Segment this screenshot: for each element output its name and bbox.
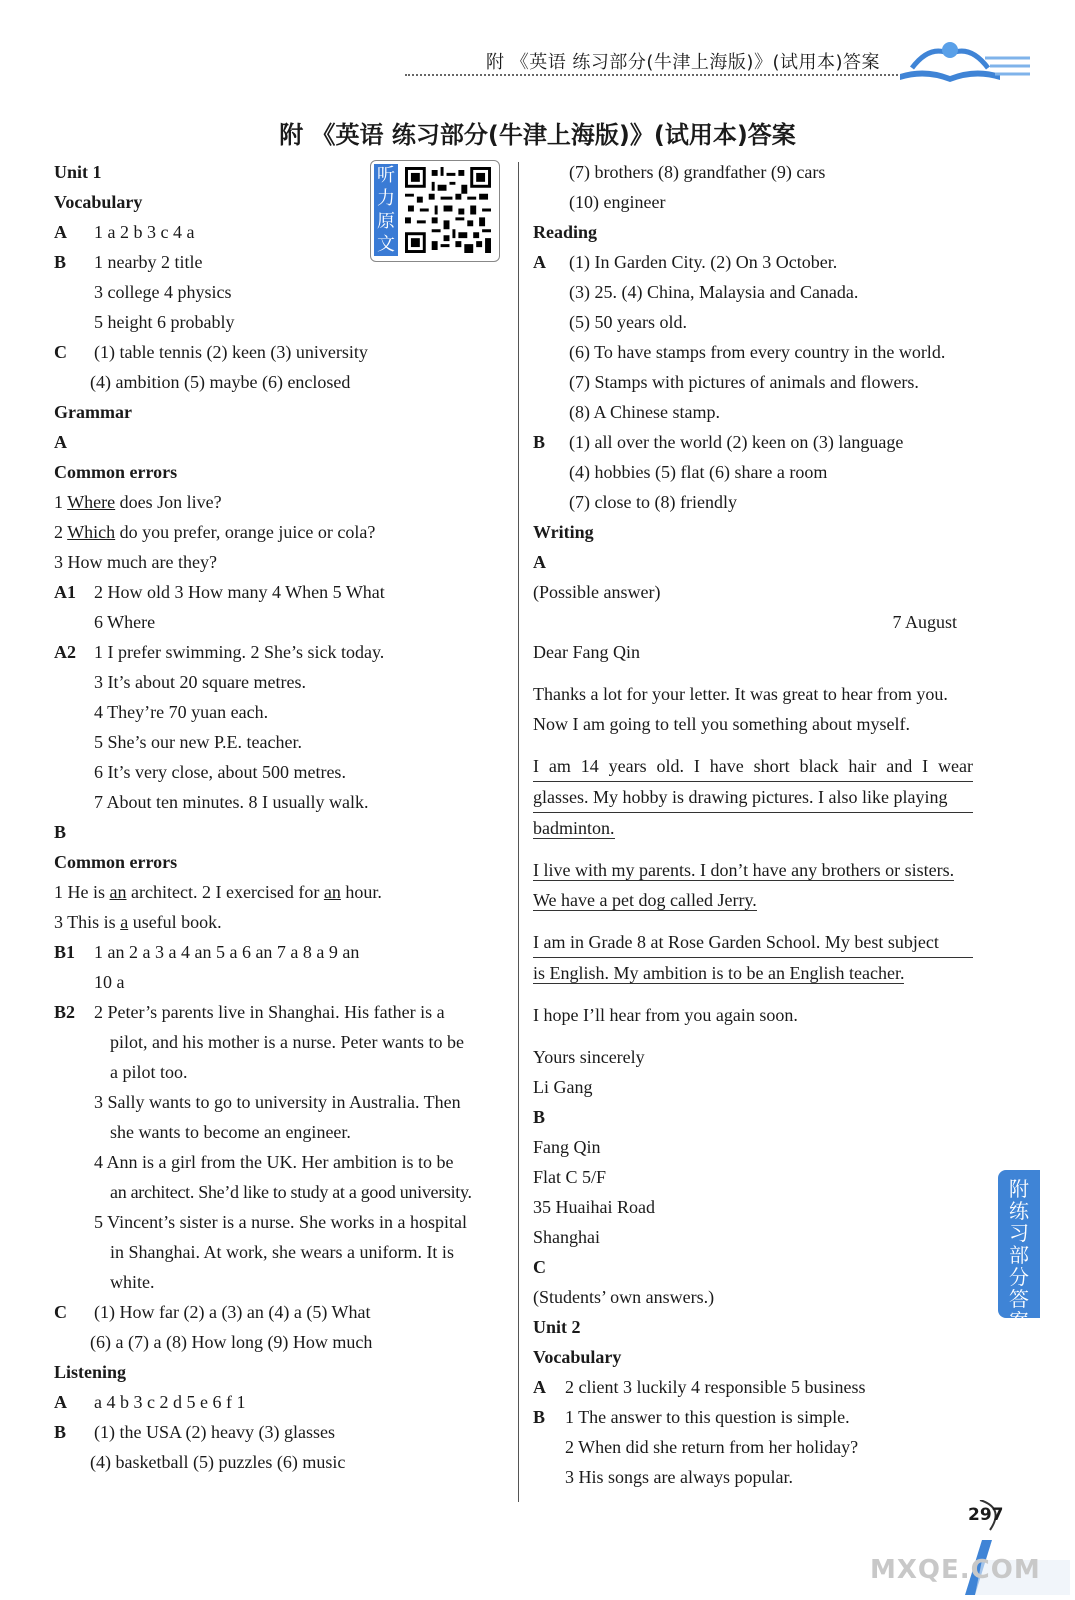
- answer-text: 3 It’s about 20 square metres.: [94, 672, 306, 692]
- error-example: [54, 487, 509, 517]
- answer-text: 10 a: [94, 972, 125, 992]
- answer-text: (1) How far (2) a (3) an (4) a (5) What: [94, 1302, 371, 1322]
- error-example: [54, 907, 509, 937]
- item-label: B: [533, 432, 546, 452]
- common-errors-heading: Common errors: [54, 852, 178, 872]
- item-label: A: [54, 222, 67, 242]
- letter-text: is English. My ambition is to be an English teacher.: [533, 963, 905, 983]
- watermark-text: MXQE.COM: [870, 1555, 1041, 1585]
- item-label: A1: [54, 582, 76, 602]
- answer-text: 7 About ten minutes. 8 I usually walk.: [94, 792, 369, 812]
- possible-answer-note: (Possible answer): [533, 582, 661, 602]
- answer-text: 6 It’s very close, about 500 metres.: [94, 762, 346, 782]
- item-label: A2: [54, 642, 76, 662]
- letter-line: Now I am going to tell you something about myself.: [533, 714, 910, 734]
- letter-line: [533, 855, 983, 885]
- text: 1 He is: [54, 882, 110, 902]
- answer-text: (8) A Chinese stamp.: [569, 402, 720, 422]
- answer-text: a 4 b 3 c 2 d 5 e 6 f 1: [94, 1392, 246, 1412]
- answer-text: (4) hobbies (5) flat (6) share a room: [569, 462, 828, 482]
- item-label: A: [54, 1392, 67, 1412]
- letter-salutation: Dear Fang Qin: [533, 642, 640, 662]
- page-title: 附 《英语 练习部分(牛津上海版)》(试用本)答案: [279, 121, 796, 149]
- subsection-label: A: [54, 432, 67, 452]
- section-heading-grammar: Grammar: [54, 402, 132, 422]
- side-tab-answers[interactable]: [998, 1170, 1040, 1333]
- item-label: C: [54, 1302, 67, 1322]
- answer-text: 5 height 6 probably: [94, 312, 235, 332]
- answer-text: in Shanghai. At work, she wears a uniform. It is: [110, 1242, 454, 1262]
- item-label: B: [533, 1407, 546, 1427]
- answer-text: 1 a 2 b 3 c 4 a: [94, 222, 195, 242]
- item-label: B: [54, 252, 67, 272]
- underlined-word: Which: [67, 522, 116, 542]
- answer-text: (1) the USA (2) heavy (3) glasses: [94, 1422, 335, 1442]
- error-example: [54, 517, 509, 547]
- section-heading-vocabulary: Vocabulary: [54, 192, 143, 212]
- letter-signature: Li Gang: [533, 1077, 593, 1097]
- answer-text: 2 How old 3 How many 4 When 5 What: [94, 582, 385, 602]
- subsection-label: C: [533, 1257, 546, 1277]
- answer-text: 2 When did she return from her holiday?: [565, 1437, 859, 1457]
- answer-text: (1) In Garden City. (2) On 3 October.: [569, 252, 838, 272]
- answer-text: 2 Peter’s parents live in Shanghai. His father is a: [94, 1002, 445, 1022]
- answer-text: 3 Sally wants to go to university in Australia. Then: [94, 1092, 461, 1112]
- answer-text: (4) ambition (5) maybe (6) enclosed: [90, 372, 351, 392]
- answer-line: [54, 577, 509, 607]
- answer-text: 2 client 3 luckily 4 responsible 5 business: [565, 1377, 866, 1397]
- answer-line: [54, 1297, 509, 1327]
- answer-text: 5 She’s our new P.E. teacher.: [94, 732, 302, 752]
- subsection-label: B: [533, 1107, 546, 1127]
- text: do you prefer, orange juice or cola?: [115, 522, 376, 542]
- letter-line: [533, 885, 983, 915]
- answer-line: [54, 337, 509, 367]
- answer-line: [54, 937, 509, 967]
- answer-line: [533, 247, 983, 277]
- letter-closing: Yours sincerely: [533, 1047, 645, 1067]
- underlined-word: a: [120, 912, 129, 932]
- underlined-word: Where: [67, 492, 116, 512]
- item-label: A: [533, 252, 546, 272]
- error-example: [54, 877, 509, 907]
- answer-line: [533, 1372, 983, 1402]
- side-tab-label: 附练习部分答案: [1009, 1177, 1029, 1333]
- answer-line: [54, 1387, 509, 1417]
- answer-text: 3 college 4 physics: [94, 282, 232, 302]
- answer-line: [533, 1402, 983, 1432]
- answer-text: (7) close to (8) friendly: [569, 492, 737, 512]
- section-heading-reading: Reading: [533, 222, 598, 242]
- answer-text: 5 Vincent’s sister is a nurse. She works in a hospital: [94, 1212, 468, 1232]
- address-line: Flat C 5/F: [533, 1167, 607, 1187]
- answer-line: [54, 247, 509, 277]
- answer-text: (7) Stamps with pictures of animals and flowers.: [569, 372, 919, 392]
- section-heading-vocabulary: Vocabulary: [533, 1347, 622, 1367]
- answer-text: (5) 50 years old.: [569, 312, 687, 332]
- answer-text: (3) 25. (4) China, Malaysia and Canada.: [569, 282, 859, 302]
- answer-line: [54, 217, 509, 247]
- letter-line: glasses. My hobby is drawing pictures. I also like playing: [533, 782, 973, 813]
- error-example: 3 How much are they?: [54, 552, 217, 572]
- item-label: B1: [54, 942, 76, 962]
- students-own-note: (Students’ own answers.): [533, 1287, 715, 1307]
- text: hour.: [340, 882, 382, 902]
- subsection-label: A: [533, 552, 546, 572]
- answer-text: 1 The answer to this question is simple.: [565, 1407, 850, 1427]
- text: useful book.: [128, 912, 222, 932]
- letter-line: I hope I’ll hear from you again soon.: [533, 1005, 798, 1025]
- text: does Jon live?: [115, 492, 222, 512]
- answer-text: 4 Ann is a girl from the UK. Her ambition is to be: [94, 1152, 454, 1172]
- answer-text: (7) brothers (8) grandfather (9) cars: [569, 162, 826, 182]
- answer-text: 1 an 2 a 3 a 4 an 5 a 6 an 7 a 8 a 9 an: [94, 942, 360, 962]
- answer-line: [54, 997, 509, 1027]
- letter-date: 7 August: [892, 612, 957, 632]
- text: 2: [54, 522, 68, 542]
- answer-text: 1 nearby 2 title: [94, 252, 203, 272]
- answer-text: (4) basketball (5) puzzles (6) music: [90, 1452, 346, 1472]
- address-line: Shanghai: [533, 1227, 600, 1247]
- column-divider: [518, 162, 519, 1502]
- common-errors-heading: Common errors: [54, 462, 178, 482]
- section-heading-listening: Listening: [54, 1362, 127, 1382]
- answer-text: she wants to become an engineer.: [110, 1122, 351, 1142]
- section-heading-writing: Writing: [533, 522, 594, 542]
- address-line: 35 Huaihai Road: [533, 1197, 655, 1217]
- letter-line: [533, 813, 983, 843]
- header-dotted-rule: [405, 74, 905, 76]
- answer-text: (10) engineer: [569, 192, 666, 212]
- running-header: 附 《英语 练习部分(牛津上海版)》(试用本)答案: [485, 52, 880, 73]
- left-column: [54, 157, 509, 1477]
- text: architect. 2 I exercised for: [126, 882, 324, 902]
- book-logo-icon: [890, 36, 1030, 86]
- item-label: B2: [54, 1002, 76, 1022]
- letter-line: Thanks a lot for your letter. It was great to hear from you.: [533, 684, 948, 704]
- answer-text: (1) all over the world (2) keen on (3) language: [569, 432, 904, 452]
- letter-text: We have a pet dog called Jerry.: [533, 890, 757, 910]
- right-column: [533, 157, 983, 1492]
- answer-text: 3 His songs are always popular.: [565, 1467, 793, 1487]
- answer-text: (1) table tennis (2) keen (3) university: [94, 342, 368, 362]
- answer-text: (6) To have stamps from every country in the world.: [569, 342, 946, 362]
- address-line: Fang Qin: [533, 1137, 601, 1157]
- unit-heading: Unit 1: [54, 162, 102, 182]
- underlined-word: an: [109, 882, 127, 902]
- answer-text: 4 They’re 70 yuan each.: [94, 702, 269, 722]
- letter-line: I am in Grade 8 at Rose Garden School. My best subject: [533, 927, 973, 958]
- qr-label: 听力原文: [374, 164, 398, 256]
- letter-text: I live with my parents. I don’t have any brothers or sisters.: [533, 860, 955, 880]
- item-label: B: [54, 1422, 67, 1442]
- answer-text: a pilot too.: [110, 1062, 188, 1082]
- item-label: A: [533, 1377, 546, 1397]
- letter-text: badminton.: [533, 818, 615, 838]
- answer-line: [54, 637, 509, 667]
- subsection-label: B: [54, 822, 67, 842]
- answer-text: 1 I prefer swimming. 2 She’s sick today.: [94, 642, 385, 662]
- item-label: C: [54, 342, 67, 362]
- answer-text: an architect. She’d like to study at a good university.: [110, 1182, 472, 1202]
- answer-line: [54, 1417, 509, 1447]
- letter-line: [533, 958, 983, 988]
- text: 3 This is: [54, 912, 121, 932]
- answer-text: 6 Where: [94, 612, 156, 632]
- answer-text: white.: [110, 1272, 155, 1292]
- letter-line: I am 14 years old. I have short black hair and I wear: [533, 751, 973, 782]
- page-number: 297: [968, 1505, 1004, 1525]
- text: 1: [54, 492, 68, 512]
- unit-heading: Unit 2: [533, 1317, 581, 1337]
- answer-text: pilot, and his mother is a nurse. Peter wants to be: [110, 1032, 464, 1052]
- underlined-word: an: [323, 882, 341, 902]
- answer-text: (6) a (7) a (8) How long (9) How much: [90, 1332, 373, 1352]
- answer-line: [533, 427, 983, 457]
